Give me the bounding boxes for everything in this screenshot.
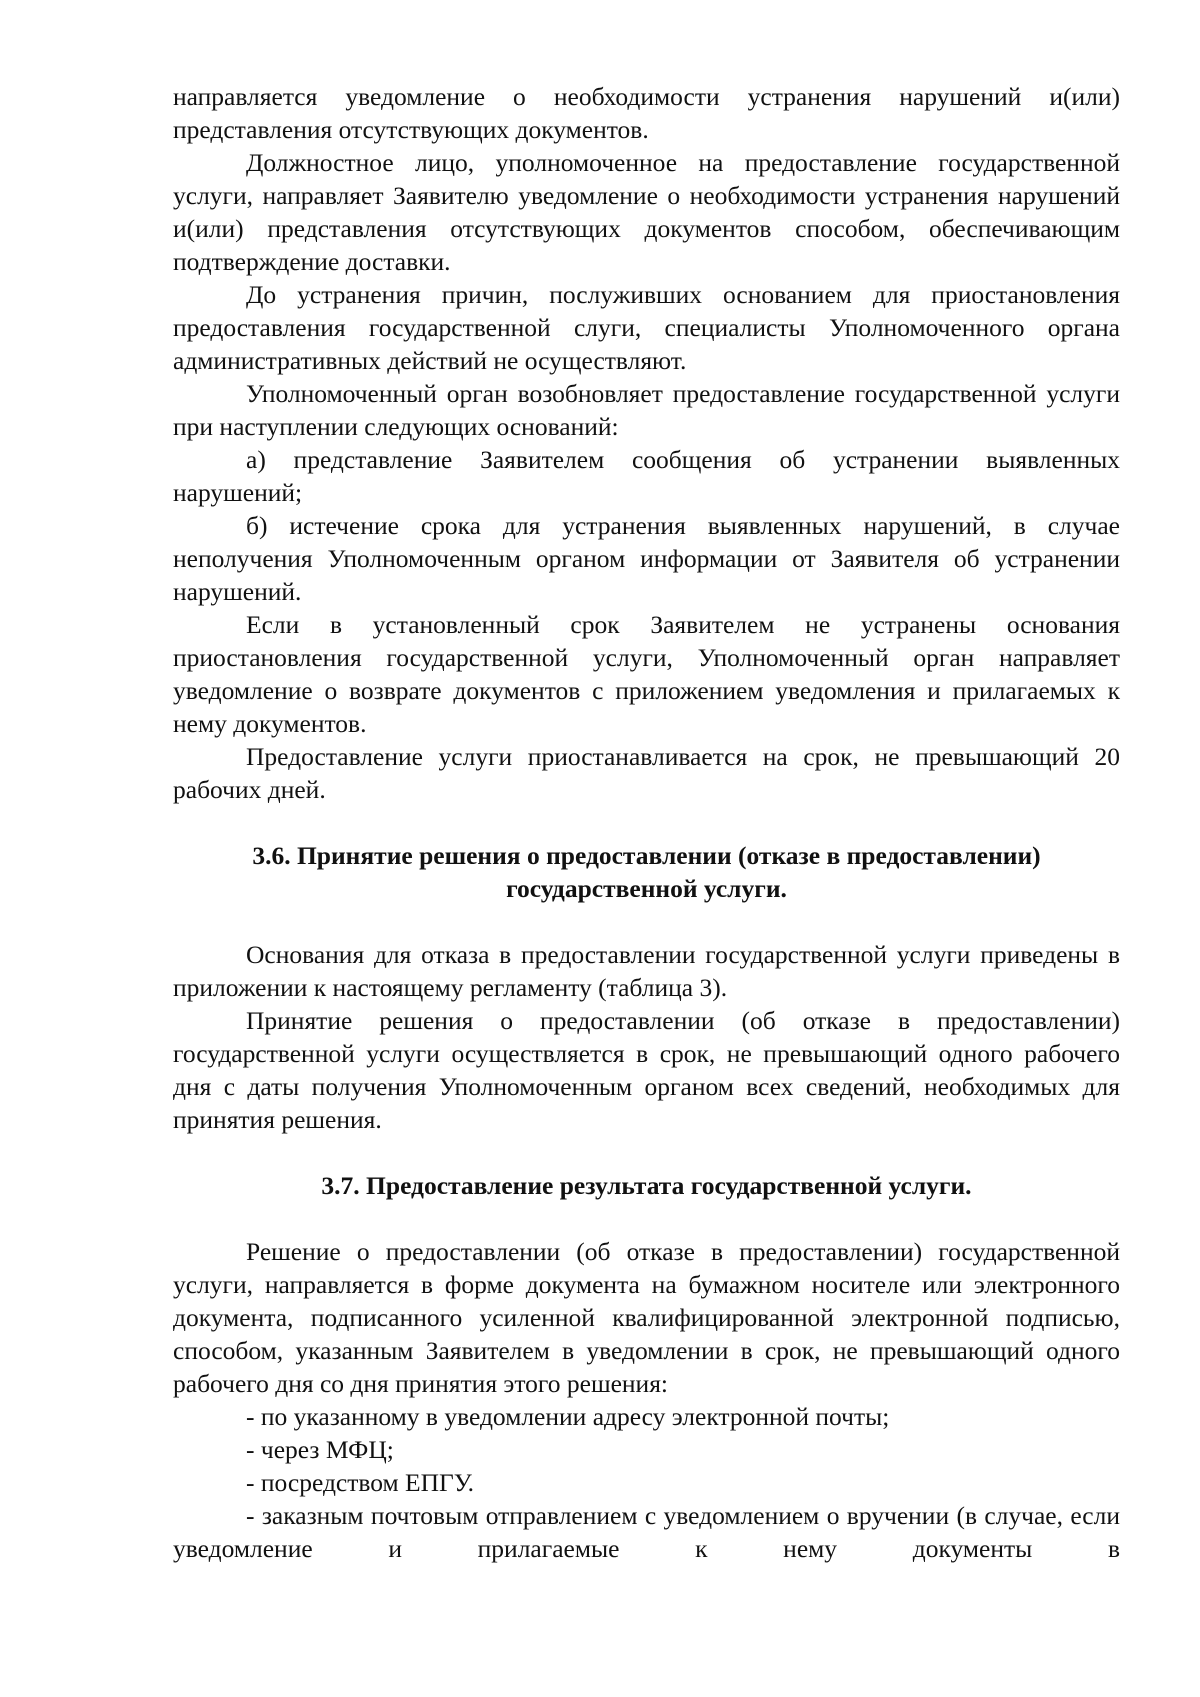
paragraph: Принятие решения о предоставлении (об отказе в предоставлении) государственной услуги осуществляется в срок, не превышающий одного рабочего дня с даты получения Уполномоченным органом всех сведений, необходимых для принятия решения. bbox=[173, 1006, 1120, 1134]
list-item: - посредством ЕПГУ. bbox=[246, 1468, 475, 1497]
paragraph: направляется уведомление о необходимости устранения нарушений и(или) представления отсутствующих документов. bbox=[173, 82, 1120, 144]
paragraph: Если в установленный срок Заявителем не устранены основания приостановления государственной услуги, Уполномоченный орган направляет уведомление о возврате документов с приложением уведомления и прилагаемых к нему документов. bbox=[173, 610, 1120, 738]
paragraph: Основания для отказа в предоставлении государственной услуги приведены в приложении к настоящему регламенту (таблица 3). bbox=[173, 940, 1120, 1002]
spacer bbox=[173, 1202, 1120, 1235]
paragraph: Должностное лицо, уполномоченное на предоставление государственной услуги, направляет Заявителю уведомление о необходимости устранения нарушений и(или) представления отсутствующих документов способом, обеспечивающим подтверждение доставки. bbox=[173, 148, 1120, 276]
section-heading-3-7: 3.7. Предоставление результата государственной услуги. bbox=[321, 1171, 972, 1200]
list-item: - через МФЦ; bbox=[246, 1435, 394, 1464]
paragraph: б) истечение срока для устранения выявленных нарушений, в случае неполучения Уполномоченным органом информации от Заявителя об устранении нарушений. bbox=[173, 511, 1120, 606]
spacer bbox=[173, 905, 1120, 938]
paragraph: Уполномоченный орган возобновляет предоставление государственной услуги при наступлении следующих оснований: bbox=[173, 379, 1120, 441]
paragraph: - заказным почтовым отправлением с уведомлением о вручении (в случае, если уведомление и прилагаемые к нему документы в bbox=[173, 1501, 1120, 1563]
paragraph: Решение о предоставлении (об отказе в предоставлении) государственной услуги, направляется в форме документа на бумажном носителе или электронного документа, подписанного усиленной квалифицированной электронной подписью, способом, указанным Заявителем в уведомлении в срок, не превышающий одного рабочего дня со дня принятия этого решения: bbox=[173, 1237, 1120, 1398]
document-body bbox=[173, 80, 1120, 1565]
section-heading-line: 3.6. Принятие решения о предоставлении (отказе в предоставлении) bbox=[252, 841, 1041, 870]
spacer bbox=[173, 806, 1120, 839]
paragraph: а) представление Заявителем сообщения об устранении выявленных нарушений; bbox=[173, 445, 1120, 507]
section-heading-line: государственной услуги. bbox=[506, 874, 787, 903]
spacer bbox=[173, 1136, 1120, 1169]
section-heading-3-6 bbox=[173, 839, 1120, 905]
paragraph: До устранения причин, послуживших основанием для приостановления предоставления государственной слуги, специалисты Уполномоченного органа административных действий не осуществляют. bbox=[173, 280, 1120, 375]
list-item: - по указанному в уведомлении адресу электронной почты; bbox=[246, 1402, 890, 1431]
paragraph: Предоставление услуги приостанавливается на срок, не превышающий 20 рабочих дней. bbox=[173, 742, 1120, 804]
